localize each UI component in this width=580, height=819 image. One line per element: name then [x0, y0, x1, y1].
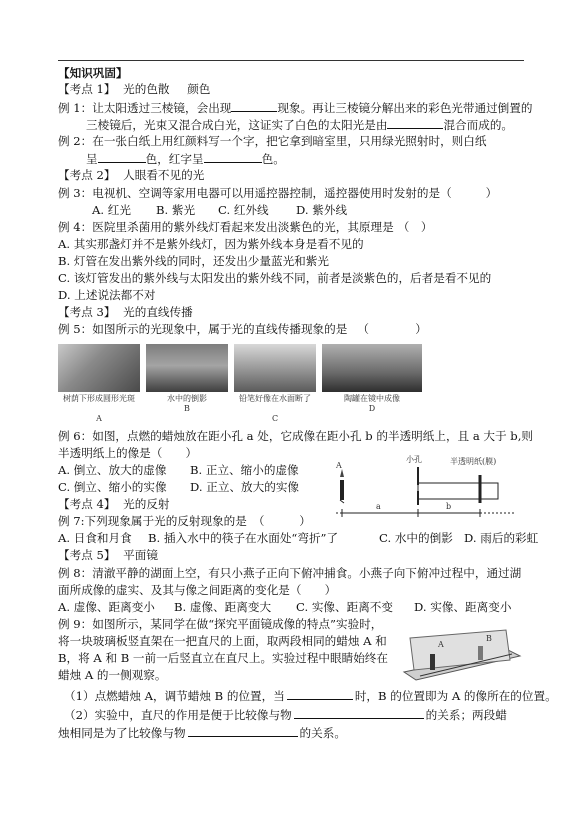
kp4-tag: 【考点 4】 [58, 497, 116, 511]
ex2-line2: 呈 色，红字呈 色。 [86, 152, 285, 166]
ex9-q1: （1）点燃蜡烛 A，调节蜡烛 B 的位置，当 时，B 的位置即为 A 的像所在的位置。 [64, 689, 557, 703]
ex5-letter-a: A [96, 414, 102, 423]
ex5-photo-c[interactable] [234, 344, 316, 392]
ex5-caption-c: 铅笔好像在水面断了 [239, 394, 311, 403]
kp1-topic: 光的色散 [123, 82, 170, 96]
ex3-option-c[interactable]: C. 红外线 [218, 203, 269, 217]
ex1-blank2[interactable] [387, 117, 443, 129]
ex5-caption-d: 陶罐在镜中成像 [344, 394, 400, 403]
ex4-option-c[interactable]: C. 该灯管发出的紫外线与太阳发出的紫外线不同，前者是淡紫色的，后者是看不见的 [58, 271, 492, 285]
ex1-line1: 例 1：让太阳透过三棱镜，会出现 现象。再让三棱镜分解出来的彩色光带通过倒置的 [58, 101, 533, 115]
mirror-figure [400, 624, 522, 684]
ex5-photo-b[interactable] [146, 344, 228, 392]
mirror-label-a: A [438, 640, 444, 649]
ex7-option-b[interactable]: B. 插入水中的筷子在水面处“弯折”了 [148, 531, 339, 545]
ex5-stem: 例 5：如图所示的光现象中，属于光的直线传播现象的是 （ ） [58, 322, 427, 336]
ex6-option-b[interactable]: B. 正立、缩小的虚像 [190, 463, 299, 477]
kp3-heading [58, 305, 193, 319]
kp4-heading [58, 497, 170, 511]
kp5-tag: 【考点 5】 [58, 548, 116, 562]
ex8-line2: 面所成像的虚实、及其与像之间距离的变化是（ ） [58, 583, 337, 597]
ex1-blank1[interactable] [231, 100, 277, 112]
kp4-topic: 光的反射 [123, 497, 170, 511]
ex8-option-a[interactable]: A. 虚像、距离变小 [58, 600, 155, 614]
ex6-line2: 半透明纸上的像是（ ） [58, 446, 198, 460]
ex9-q3: 烛相同是为了比较像与物 的关系。 [58, 726, 346, 740]
ex9-blank2[interactable] [294, 707, 424, 719]
mirror-diagram [400, 624, 522, 684]
ex9-q2: （2）实验中，直尺的作用是便于比较像与物 的关系；两段蜡 [64, 708, 507, 722]
ex1-line2: 三棱镜后，光束又混合成白光，这证实了白色的太阳光是由 混合而成的。 [86, 118, 514, 132]
kp1-heading [58, 82, 210, 96]
kp2-heading [58, 168, 204, 182]
ex4-option-b[interactable]: B. 灯管在发出紫外线的同时，还发出少量蓝光和紫光 [58, 254, 329, 268]
ex8-option-c[interactable]: C. 实像、距离不变 [296, 600, 393, 614]
ex7-option-c[interactable]: C. 水中的倒影 [379, 531, 453, 545]
ex2-blank1[interactable] [98, 151, 146, 163]
kp2-topic: 人眼看不见的光 [123, 168, 205, 182]
ex5-photo-d[interactable] [322, 344, 422, 392]
ex5-letter-c: C [271, 414, 279, 423]
pinhole-label-screen: 半透明纸(膜) [450, 457, 497, 466]
kp5-heading [58, 548, 158, 562]
pinhole-label-a: A [336, 461, 342, 470]
ex5-caption-a: 树荫下形成圆形光斑 [63, 394, 135, 403]
ex7-option-a[interactable]: A. 日食和月食 [58, 531, 132, 545]
ex5-letter-d: D [368, 404, 376, 413]
ex3-stem: 例 3：电视机、空调等家用电器可以用遥控器控制，遥控器使用时发射的是（ ） [58, 186, 498, 200]
ex5-caption-b: 水中的倒影 [167, 394, 207, 403]
kp1-topic2: 颜色 [187, 82, 211, 96]
kp2-tag: 【考点 2】 [58, 168, 116, 182]
ex6-line1: 例 6：如图，点燃的蜡烛放在距小孔 a 处，它成像在距小孔 b 的半透明纸上，且 a 大于 b,则 [58, 429, 533, 443]
ex9-blank3[interactable] [188, 725, 298, 737]
ex7-option-d[interactable]: D. 雨后的彩虹 [464, 531, 539, 545]
ex9-line3: B，将 A 和 B 一前一后竖直立在直尺上。实验过程中眼睛始终在 [58, 651, 388, 665]
ex6-option-a[interactable]: A. 倒立、放大的虚像 [58, 463, 167, 477]
ex6-option-d[interactable]: D. 正立、放大的实像 [190, 480, 300, 494]
ex4-option-d[interactable]: D. 上述说法都不对 [58, 288, 156, 302]
pinhole-figure [330, 455, 520, 520]
kp3-tag: 【考点 3】 [58, 305, 116, 319]
mirror-label-b: B [486, 634, 492, 643]
ex3-option-a[interactable]: A. 红光 [92, 203, 131, 217]
ex2-line1: 例 2：在一张白纸上用红颜料写一个字，把它拿到暗室里，只用绿光照射时，则白纸 [58, 134, 487, 148]
top-rule [58, 60, 524, 61]
ex4-option-a[interactable]: A. 其实那盏灯并不是紫外线灯，因为紫外线本身是看不见的 [58, 237, 364, 251]
ex7-stem: 例 7:下列现象属于光的反射现象的是 （ ） [58, 514, 311, 528]
ex8-option-b[interactable]: B. 虚像、距离变大 [174, 600, 272, 614]
ex5-letter-b: B [184, 404, 190, 413]
ex3-option-b[interactable]: B. 紫光 [156, 203, 196, 217]
pinhole-label-hole: 小孔 [406, 455, 422, 464]
kp5-topic: 平面镜 [123, 548, 158, 562]
ex8-line1: 例 8：清澈平静的湖面上空，有只小燕子正向下俯冲捕食。小燕子向下俯冲过程中，通过湖 [58, 566, 522, 580]
ex5-photo-a[interactable] [58, 344, 140, 392]
ex9-blank1[interactable] [287, 688, 353, 700]
ex9-line2: 将一块玻璃板竖直架在一把直尺的上面，取两段相同的蜡烛 A 和 [58, 634, 387, 648]
pinhole-label-dist-b: b [446, 502, 452, 511]
section-header: 【知识巩固】 [58, 66, 128, 80]
ex8-option-d[interactable]: D. 实像、距离变小 [414, 600, 512, 614]
pinhole-label-dist-a: a [376, 502, 381, 511]
ex2-blank2[interactable] [204, 151, 262, 163]
ex3-option-d[interactable]: D. 紫外线 [296, 203, 348, 217]
ex9-line4: 蜡烛 A 的一侧观察。 [58, 668, 167, 682]
ex4-stem: 例 4：医院里杀菌用的紫外线灯看起来发出淡紫色的光，其原理是 （ ） [58, 220, 433, 234]
kp1-tag: 【考点 1】 [58, 82, 116, 96]
kp3-topic: 光的直线传播 [123, 305, 193, 319]
ex6-option-c[interactable]: C. 倒立、缩小的实像 [58, 480, 167, 494]
ex9-line1: 例 9：如图所示，某同学在做“探究平面镜成像的特点”实验时， [58, 617, 383, 631]
